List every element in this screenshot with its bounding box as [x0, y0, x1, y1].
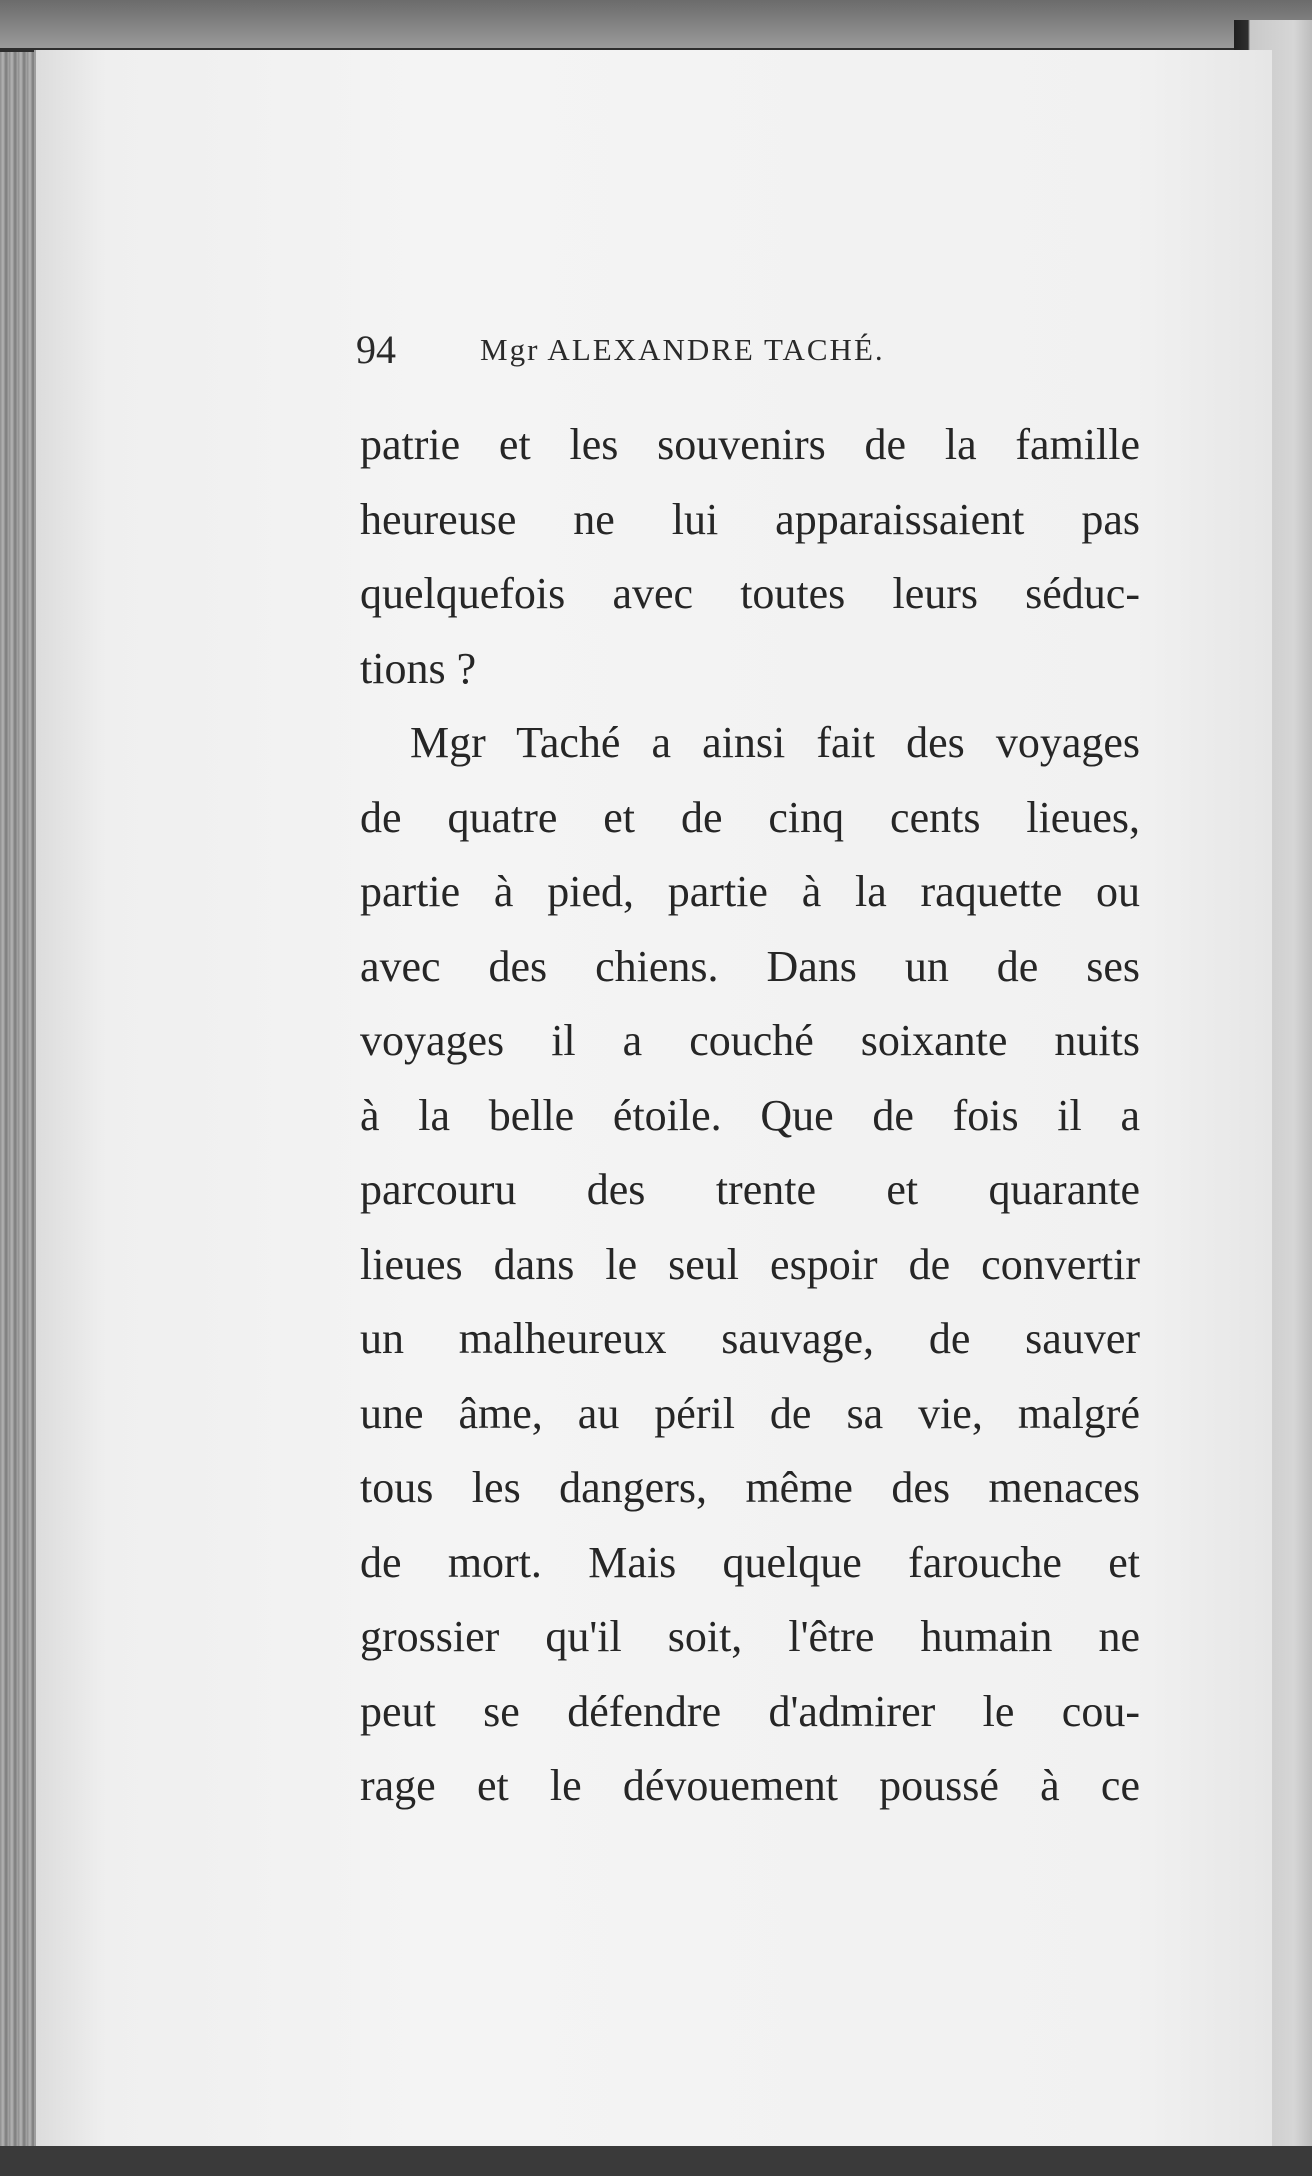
- text-line: tous les dangers, même des menaces: [360, 1463, 1140, 1512]
- scan-top-border: [0, 0, 1312, 48]
- text-line: à la belle étoile. Que de fois il a: [360, 1090, 1140, 1140]
- running-title: Mgr ALEXANDRE TACHÉ.: [480, 332, 885, 367]
- page-number: 94: [356, 327, 396, 372]
- text-line: parcouru des trente et quarante: [360, 1165, 1140, 1214]
- text-line: un malheureux sauvage, de sauver: [360, 1314, 1140, 1363]
- text-line: voyages il a couché soixante nuits: [360, 1016, 1140, 1065]
- text-line: rage et le dévouement poussé à ce: [360, 1761, 1140, 1810]
- text-line: partie à pied, partie à la raquette ou: [360, 867, 1140, 916]
- text-line: Mgr Taché a ainsi fait des voyages: [410, 718, 1140, 767]
- text-line: lieues dans le seul espoir de convertir: [360, 1239, 1140, 1289]
- text-line: de quatre et de cinq cents lieues,: [360, 792, 1140, 842]
- page-body-text: [360, 408, 1140, 1824]
- scan-bottom-border: [0, 2146, 1312, 2176]
- text-line: patrie et les souvenirs de la famille: [360, 420, 1140, 469]
- text-line: heureuse ne lui apparaissaient pas: [360, 494, 1140, 544]
- text-line: de mort. Mais quelque farouche et: [360, 1537, 1140, 1587]
- text-line: grossier qu'il soit, l'être humain ne: [360, 1612, 1140, 1661]
- text-line: tions ?: [360, 643, 477, 693]
- running-header: [356, 318, 1156, 378]
- text-line: peut se défendre d'admirer le cou-: [360, 1686, 1140, 1736]
- text-line: avec des chiens. Dans un de ses: [360, 941, 1140, 991]
- text-line: une âme, au péril de sa vie, malgré: [360, 1388, 1140, 1438]
- text-line: quelquefois avec toutes leurs séduc-: [360, 569, 1140, 618]
